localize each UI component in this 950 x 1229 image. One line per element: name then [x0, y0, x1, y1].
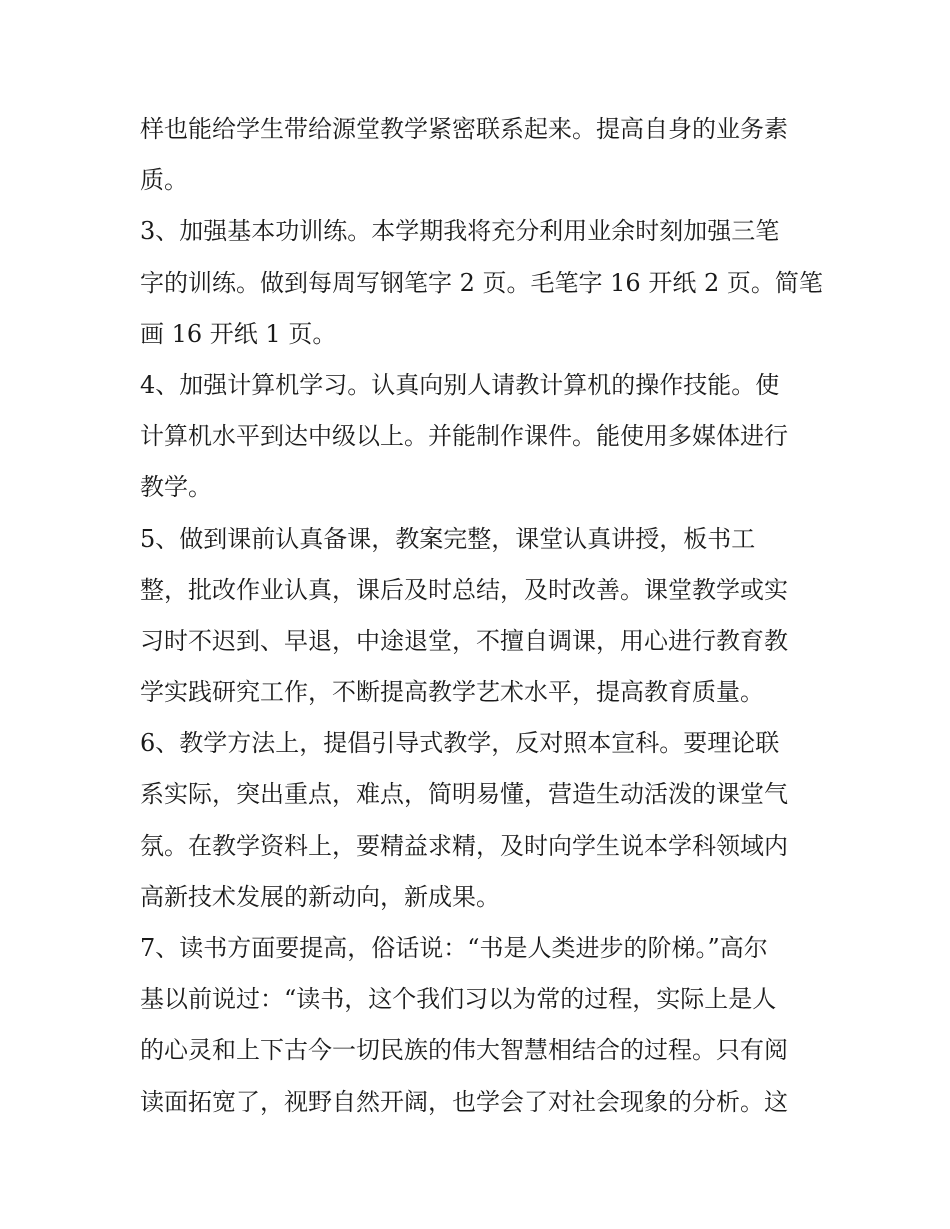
- text-line: 字的训练。做到每周写钢笔字 2 页。毛笔字 16 开纸 2 页。简笔: [140, 268, 823, 297]
- text-line: 的心灵和上下古今一切民族的伟大智慧相结合的过程。只有阅: [140, 1036, 788, 1065]
- text-line: 教学。: [140, 473, 212, 502]
- document-body: [140, 104, 830, 1128]
- text-line: 计算机水平到达中级以上。并能制作课件。能使用多媒体进行: [140, 422, 788, 451]
- text-line: 6、教学方法上，提倡引导式教学，反对照本宣科。要理论联: [140, 729, 780, 758]
- text-line: 5、做到课前认真备课，教案完整，课堂认真讲授，板书工: [140, 524, 756, 553]
- text-line: 习时不迟到、早退，中途退堂，不擅自调课，用心进行教育教: [140, 626, 788, 655]
- text-line: 整，批改作业认真，课后及时总结，及时改善。课堂教学或实: [140, 575, 788, 604]
- text-line: 高新技术发展的新动向，新成果。: [140, 882, 500, 911]
- text-line: 读面拓宽了，视野自然开阔，也学会了对社会现象的分析。这: [140, 1087, 788, 1116]
- text-line: 系实际，突出重点，难点，简明易懂，营造生动活泼的课堂气: [140, 780, 788, 809]
- text-line: 4、加强计算机学习。认真向别人请教计算机的操作技能。使: [140, 370, 780, 399]
- text-line: 画 16 开纸 1 页。: [140, 319, 337, 348]
- text-line: 质。: [140, 166, 188, 195]
- text-line: 7、读书方面要提高，俗话说：“书是人类进步的阶梯。”高尔: [140, 934, 768, 962]
- text-line: 学实践研究工作，不断提高教学艺术水平，提高教育质量。: [140, 678, 764, 707]
- text-line: 3、加强基本功训练。本学期我将充分利用业余时刻加强三笔: [140, 217, 780, 246]
- text-line: 基以前说过：“读书，这个我们习以为常的过程，实际上是人: [140, 985, 777, 1014]
- text-line: 氛。在教学资料上，要精益求精，及时向学生说本学科领域内: [140, 831, 788, 860]
- text-line: 样也能给学生带给源堂教学紧密联系起来。提高自身的业务素: [140, 115, 788, 143]
